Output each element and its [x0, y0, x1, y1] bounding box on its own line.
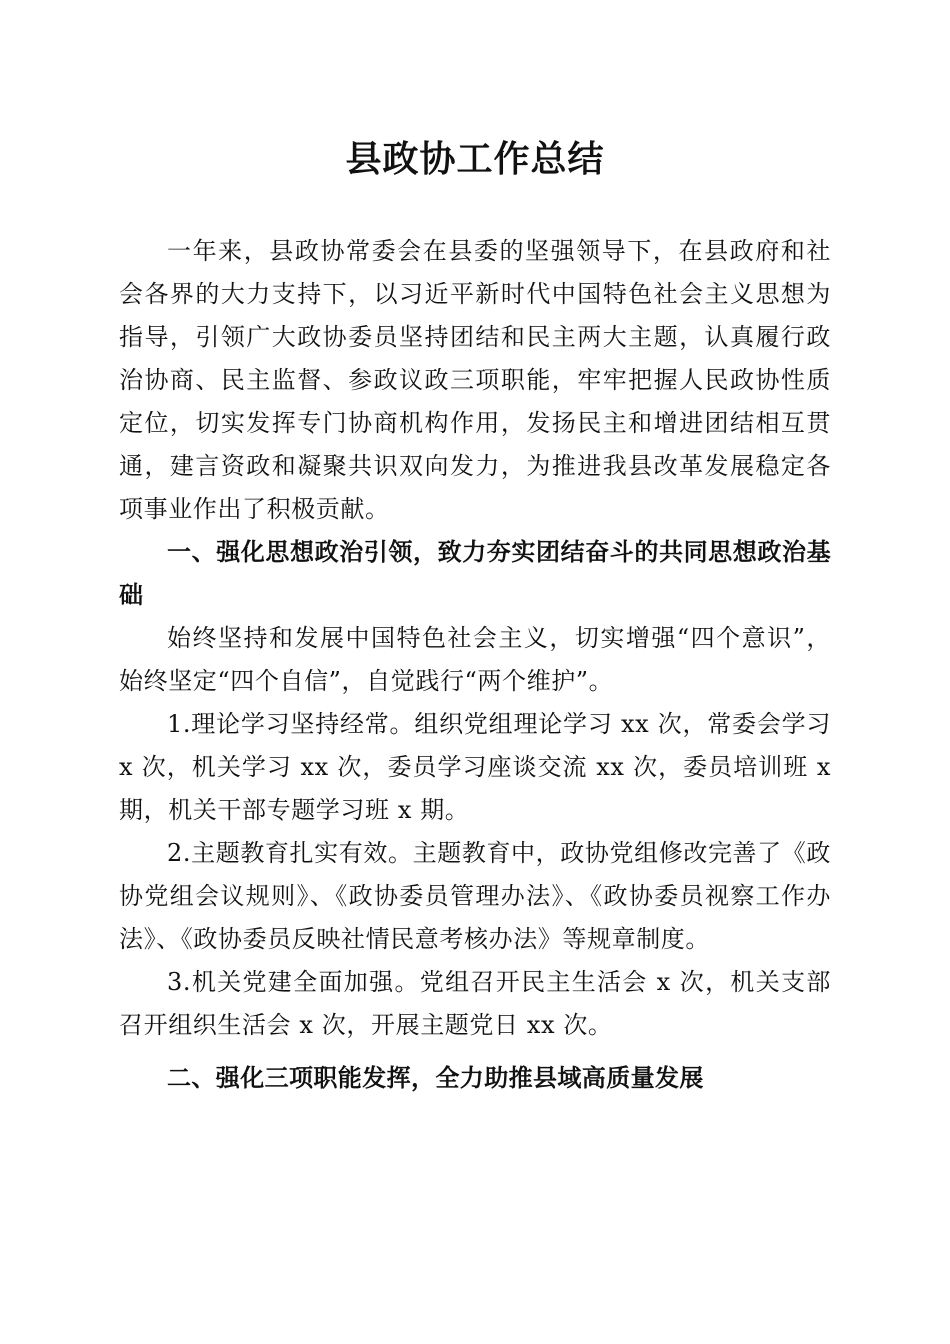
section-1-item-1: 1.理论学习坚持经常。组织党组理论学习 xx 次，常委会学习 x 次，机关学习 xx 次，委员学习座谈交流 xx 次，委员培训班 x 期，机关干部专题学习班 x 期。	[119, 710, 831, 824]
document-body	[119, 230, 831, 1100]
document-title: 县政协工作总结	[345, 139, 605, 180]
section-2-heading: 二、强化三项职能发挥，全力助推县域高质量发展	[167, 1064, 704, 1092]
intro-paragraph: 一年来，县政协常委会在县委的坚强领导下，在县政府和社会各界的大力支持下，以习近平新时代中国特色社会主义思想为指导，引领广大政协委员坚持团结和民主两大主题，认真履行政治协商、民主监督、参政议政三项职能，牢牢把握人民政协性质定位，切实发挥专门协商机构作用，发扬民主和增进团结相互贯通，建言资政和凝聚共识双向发力，为推进我县改革发展稳定各项事业作出了积极贡献。	[119, 237, 831, 523]
section-1-item-2: 2.主题教育扎实有效。主题教育中，政协党组修改完善了《政协党组会议规则》、《政协委员管理办法》、《政协委员视察工作办法》、《政协委员反映社情民意考核办法》等规章制度。	[119, 839, 831, 953]
section-1-lead-paragraph: 始终坚持和发展中国特色社会主义，切实增强“四个意识”，始终坚定“四个自信”，自觉践行“两个维护”。	[119, 624, 831, 695]
section-1-heading: 一、强化思想政治引领，致力夯实团结奋斗的共同思想政治基础	[119, 538, 831, 609]
section-1-item-3: 3.机关党建全面加强。党组召开民主生活会 x 次，机关支部召开组织生活会 x 次，开展主题党日 xx 次。	[119, 968, 831, 1039]
